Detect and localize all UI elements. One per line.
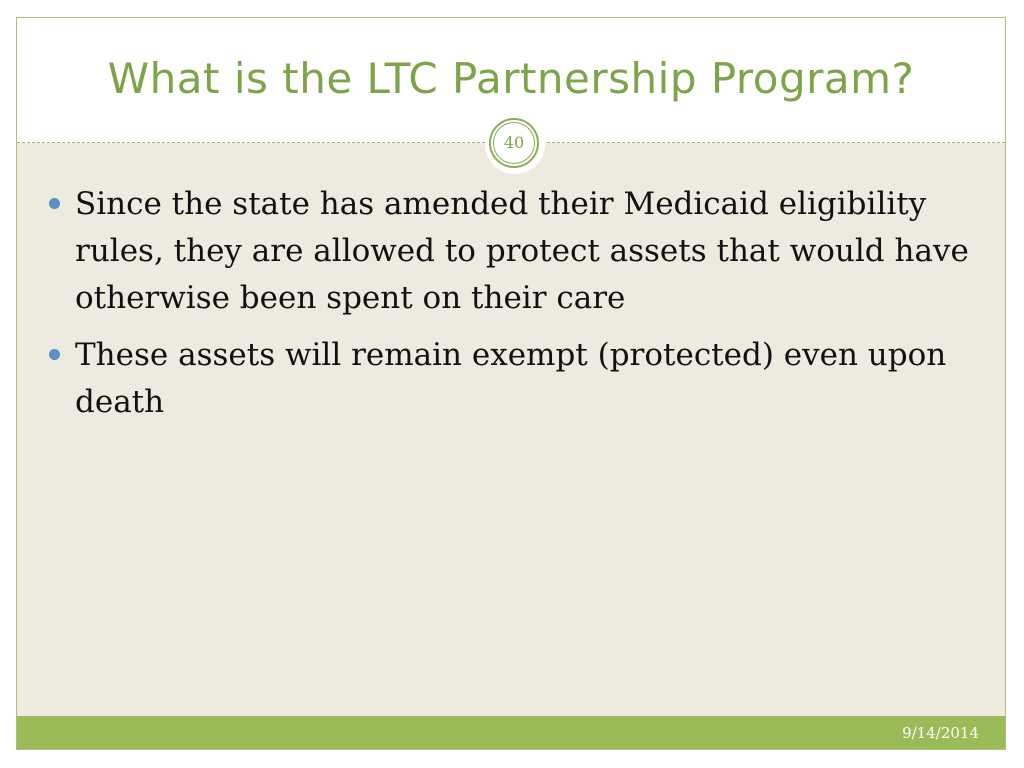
page-number: 40 bbox=[493, 122, 535, 164]
bullet-dot-icon bbox=[49, 198, 60, 209]
bullet-item bbox=[47, 181, 987, 322]
bullet-list bbox=[47, 181, 987, 436]
footer-bar bbox=[17, 716, 1005, 750]
slide-title: What is the LTC Partnership Program? bbox=[107, 54, 915, 103]
footer-date: 9/14/2014 bbox=[902, 724, 979, 742]
slide bbox=[16, 17, 1006, 750]
bullet-item bbox=[47, 332, 987, 426]
bullet-text: These assets will remain exempt (protected) even upon death bbox=[75, 337, 947, 420]
bullet-dot-icon bbox=[49, 349, 60, 360]
bullet-text: Since the state has amended their Medicaid eligibility rules, they are allowed to protect assets that would have otherwise been spent on their care bbox=[75, 186, 969, 316]
